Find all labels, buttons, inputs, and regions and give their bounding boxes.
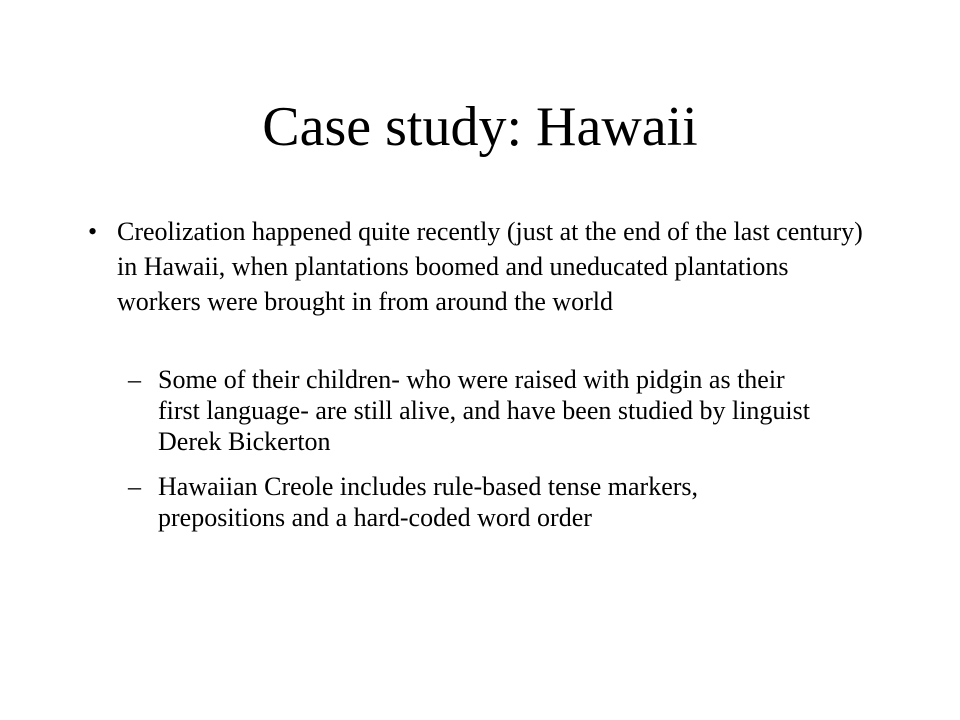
- bullet-marker: •: [88, 217, 98, 246]
- sub-bullet-marker: –: [128, 365, 141, 394]
- sub-bullet-item: [128, 471, 828, 533]
- sub-bullet-marker: –: [128, 472, 141, 501]
- sub-bullet-text: Hawaiian Creole includes rule-based tense markers, prepositions and a hard-coded word order: [158, 472, 699, 532]
- sub-bullet-text: Some of their children- who were raised with pidgin as their first language- are still alive, and have been studied by linguist Derek Bickerton: [158, 365, 810, 456]
- bullet-text: Creolization happened quite recently (just at the end of the last century) in Hawaii, when plantations boomed and uneducated plantations workers were brought in from around the world: [117, 217, 863, 316]
- bullet-item: [88, 214, 868, 319]
- sub-bullet-item: [128, 364, 828, 457]
- slide-title: Case study: Hawaii: [262, 96, 698, 158]
